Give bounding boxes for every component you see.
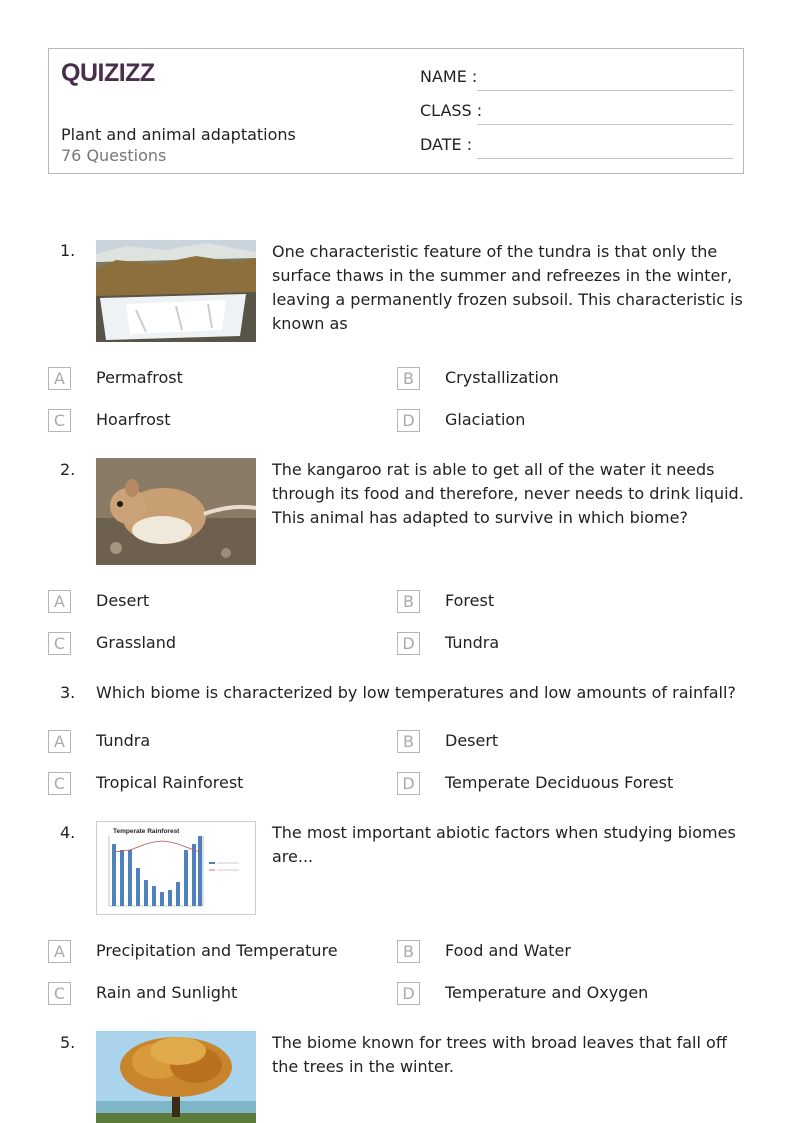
option-text[interactable]: Crystallization	[445, 368, 559, 387]
option-text[interactable]: Tundra	[445, 633, 500, 652]
question-count: 76 Questions	[61, 146, 167, 165]
quizizz-logo: QUIZIZZ	[61, 59, 155, 87]
question-number: 5.	[60, 1033, 76, 1052]
question-number: 3.	[60, 683, 76, 702]
option-text[interactable]: Grassland	[96, 633, 176, 652]
option-text[interactable]: Temperature and Oxygen	[445, 983, 649, 1002]
option-text[interactable]: Desert	[96, 591, 150, 610]
date-line[interactable]	[477, 158, 733, 159]
option-letter-a[interactable]: A	[48, 730, 71, 753]
option-text[interactable]: Tropical Rainforest	[96, 773, 244, 792]
worksheet-title: Plant and animal adaptations	[61, 125, 296, 144]
option-text[interactable]: Precipitation and Temperature	[96, 941, 338, 960]
kangaroo-rat-photo	[96, 458, 256, 565]
name-label: NAME :	[420, 67, 478, 86]
question-text: The biome known for trees with broad leaves that fall off the trees in the winter.	[272, 1033, 727, 1076]
question-text: One characteristic feature of the tundra is that only the surface thaws in the summer and refreezes in the winter, leaving a permanently frozen subsoil. This characteristic is known as	[272, 242, 743, 333]
option-letter-d[interactable]: D	[397, 409, 420, 432]
option-letter-a[interactable]: A	[48, 590, 71, 613]
option-text[interactable]: Food and Water	[445, 941, 571, 960]
class-field[interactable]	[420, 101, 733, 125]
option-text[interactable]: Hoarfrost	[96, 410, 171, 429]
option-letter-b[interactable]: B	[397, 590, 420, 613]
option-letter-b[interactable]: B	[397, 940, 420, 963]
option-letter-c[interactable]: C	[48, 772, 71, 795]
option-text[interactable]: Permafrost	[96, 368, 183, 387]
option-text[interactable]: Temperate Deciduous Forest	[445, 773, 674, 792]
option-text[interactable]: Desert	[445, 731, 499, 750]
option-letter-a[interactable]: A	[48, 940, 71, 963]
option-letter-a[interactable]: A	[48, 367, 71, 390]
option-letter-d[interactable]: D	[397, 772, 420, 795]
permafrost-photo	[96, 240, 256, 342]
climate-chart-image	[96, 821, 256, 915]
chart-title: Temperate Rainforest	[113, 828, 180, 835]
option-letter-b[interactable]: B	[397, 730, 420, 753]
question-number: 4.	[60, 823, 76, 842]
option-text[interactable]: Rain and Sunlight	[96, 983, 238, 1002]
question-text: The most important abiotic factors when studying biomes are...	[272, 823, 736, 866]
option-letter-c[interactable]: C	[48, 409, 71, 432]
date-field[interactable]	[420, 135, 733, 159]
option-letter-c[interactable]: C	[48, 632, 71, 655]
question-number: 2.	[60, 460, 76, 479]
class-line[interactable]	[477, 124, 733, 125]
option-letter-c[interactable]: C	[48, 982, 71, 1005]
option-text[interactable]: Tundra	[96, 731, 151, 750]
name-line[interactable]	[477, 90, 733, 91]
class-label: CLASS :	[420, 101, 483, 120]
question-text: The kangaroo rat is able to get all of the water it needs through its food and therefore, never needs to drink liquid. This animal has adapted to survive in which biome?	[272, 460, 744, 527]
option-letter-d[interactable]: D	[397, 632, 420, 655]
question-text: Which biome is characterized by low temperatures and low amounts of rainfall?	[96, 683, 736, 702]
worksheet-header	[48, 48, 744, 174]
option-letter-d[interactable]: D	[397, 982, 420, 1005]
date-label: DATE :	[420, 135, 473, 154]
option-text[interactable]: Forest	[445, 591, 495, 610]
autumn-tree-photo	[96, 1031, 256, 1123]
question-number: 1.	[60, 241, 76, 260]
option-text[interactable]: Glaciation	[445, 410, 526, 429]
name-field[interactable]	[420, 67, 733, 91]
option-letter-b[interactable]: B	[397, 367, 420, 390]
